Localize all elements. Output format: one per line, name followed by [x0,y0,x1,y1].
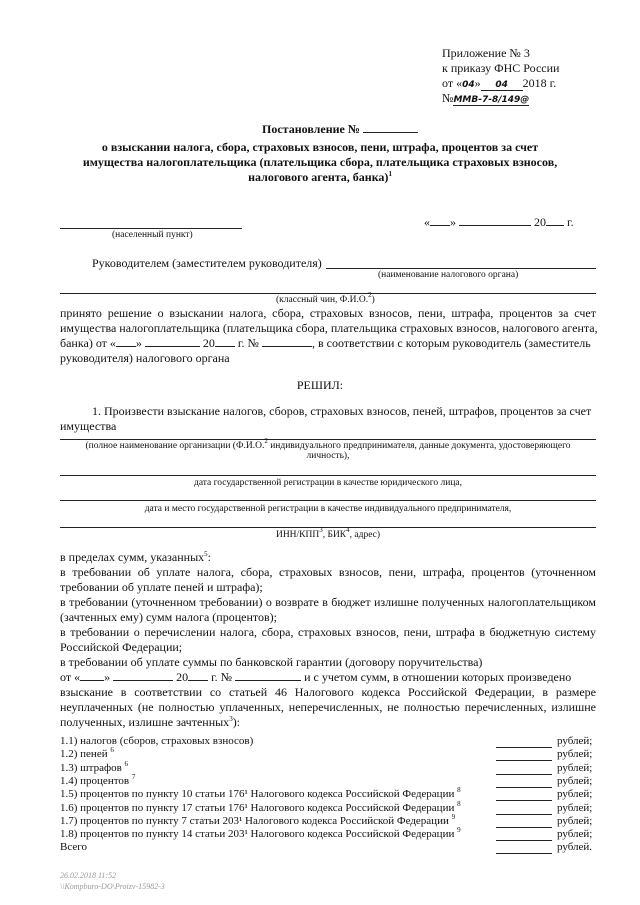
limits-line-1-text: в пределах сумм, указанных [60,550,205,564]
ip-reg-caption: дата и место государственной регистрации в качестве индивидуального предпринимателя, [144,504,512,514]
year-blank [546,225,564,226]
number-blank [235,680,301,681]
order-date-mid: » [474,76,481,90]
amount-unit: рублей. [557,841,593,854]
footnote-ref: 1 [388,170,392,178]
order-date-day: 04 [462,80,475,90]
amount-item-text: 1.3) штрафов [60,761,122,774]
amount-blank [496,747,552,748]
amount-blank [496,800,552,801]
amount-unit: рублей; [557,735,593,747]
date-close-quote: » [450,215,456,229]
amount-item-label [60,788,461,800]
order-date-year: 2018 г. [522,76,557,90]
tax-authority-blank [326,268,596,269]
amount-item-text: 1.5) процентов по пункту 10 статьи 176¹ Налогового кодекса Российской Федерации [60,788,455,801]
rank-caption [276,291,375,305]
resolved-heading: РЕШИЛ: [296,378,344,392]
amount-blank [496,814,552,815]
title-line-1: о взыскании налога, сбора, страховых взносов, пени, штрафа, процентов за счет [101,140,539,154]
limits-line-3: требовании об уплате пеней и штрафа); [60,580,263,594]
amount-blank [496,774,552,775]
year-suffix: г. [567,215,574,229]
limits-line-1-end: : [207,550,211,564]
month-blank [113,680,173,681]
order-number-value: ММВ-7-8/149@ [453,95,530,105]
amount-unit: рублей; [557,761,593,774]
amount-blank [496,840,552,841]
amount-item-text: 1.6) процентов по пункту 17 статьи 176¹ Налогового кодекса Российской Федерации [60,801,455,814]
place-blank [60,228,242,229]
date-close-quote: » [104,670,111,684]
date-open-quote: « [424,215,430,229]
amount-item-text: 1.1) налогов (сборов, страховых взносов) [60,735,254,747]
amount-item-label [60,748,114,760]
title-line-2: имущества налогоплательщика (плательщика сбора, плательщика страховых взносов, [82,155,558,169]
title-line-3-text: налогового агента, банка) [248,170,389,184]
year-prefix: 20 [534,215,546,229]
limits-line-12-end: ): [232,715,241,729]
amount-unit: рублей; [557,748,593,761]
footnote-ref: 2 [368,291,372,299]
footnote-ref: 5 [204,550,208,558]
amount-unit: рублей; [557,828,593,841]
head-label: Руководителем (заместителем руководителя) [92,256,322,270]
day-blank [430,225,450,226]
amount-item-label [60,828,461,840]
amount-unit: рублей; [557,774,593,787]
order-date-prefix: от « [442,76,463,90]
amount-item-label [60,812,456,827]
amount-item-text: 1.2) пеней [60,748,108,761]
year-blank [188,680,208,681]
limits-line-12-text: полученных, излишне зачтенных [60,715,230,729]
page-title [262,122,418,137]
tax-authority-caption: (наименование налогового органа) [378,270,519,280]
inn-caption [60,526,596,540]
legal-reg-blank [60,475,596,476]
address-caption-text: , адрес) [349,530,381,540]
amount-item-label [60,759,129,774]
limits-line-1 [60,550,211,565]
limits-line-7: Российской Федерации; [60,640,183,654]
rank-caption-text: (классный чин, Ф.И.О. [276,295,369,305]
decision-line-4: руководителя) налогового органа [60,351,230,365]
decision-line-3 [60,336,591,351]
limits-line-5: (зачтенных ему) сумм налога (процентов); [60,610,277,624]
page-title-text: Постановление № [262,122,360,136]
decision-line-2: имущества налогоплательщика (плательщика сбора, плательщика страховых взносов, налогового агента, [60,321,598,335]
limits-line-12 [60,715,240,730]
order-number [442,91,529,106]
limits-line-2: в требовании об уплате налога, сбора, страховых взносов, пени, штрафа, процентов (уточненном [60,565,596,579]
amount-item-label [60,841,87,853]
title-line-3 [0,170,640,185]
amount-item-label [60,735,253,747]
amount-item-text: 1.7) процентов по пункту 7 статьи 203¹ Налогового кодекса Российской Федерации [60,814,449,827]
footnote-ref: 8 [457,786,461,795]
limits-line-11: неуплаченных (не полностью уплаченных, неперечисленных, не полностью перечисленных, излишне [60,700,596,714]
number-prefix: г. № [211,670,233,684]
limits-line-9-text: и с учетом сумм, в отношении которых произведено [304,670,572,684]
footnote-ref: 7 [131,772,136,781]
footnote-ref: 8 [457,799,461,808]
amount-blank [496,787,552,788]
footnote-ref: 6 [110,746,114,755]
amount-unit: рублей; [557,814,593,827]
org-caption-text-2: индивидуального предпринимателя, данные документа, удостоверяющего [270,441,571,451]
amount-unit: рублей; [557,788,593,801]
decision-date-prefix: банка) от « [60,336,116,350]
amount-item-label [60,772,136,787]
ip-reg-blank [60,500,596,501]
amount-item-text: 1.4) процентов [60,774,130,787]
footnote-ref: 4 [346,526,350,534]
place-caption: (населенный пункт) [112,230,193,240]
order-label: к приказу ФНС России [442,61,560,75]
footnote-ref: 3 [319,526,323,534]
rank-blank [60,293,596,294]
decision-line-1: принято решение о взыскании налога, сбора, страховых взносов, пени, штрафа, процентов за счет [60,306,596,320]
limits-line-6: в требовании о перечислении налога, сбора, страховых взносов, пени, штрафа в бюджетную систему [60,625,596,639]
amount-blank [496,827,552,828]
year-blank [215,346,235,347]
amount-item-label [60,799,461,814]
footnote-ref: 6 [124,759,129,768]
bik-caption-text: , БИК [322,530,347,540]
day-blank [116,346,136,347]
limits-date-prefix: от « [60,670,81,684]
org-caption [60,437,596,461]
limits-line-10: взыскание в соответствии со статьей 46 Налогового кодекса Российской Федерации, в размере [60,685,596,699]
footnote-ref: 9 [457,826,461,835]
org-caption-text-3: личность), [306,451,350,461]
resolution-number-blank [363,132,418,133]
footnote-ref: 9 [451,812,456,821]
rank-caption-end: ) [371,295,375,305]
p1-line-1: 1. Произвести взыскание налогов, сборов, страховых взносов, пеней, штрафов, процентов за счет [92,404,592,418]
year-prefix: 20 [176,670,189,684]
day-blank [80,680,104,681]
order-date-month: 04 [481,80,523,91]
footnote-ref: 3 [229,715,233,723]
number-blank [262,346,312,347]
year-prefix: 20 [202,336,215,350]
decision-line-3-text: , в соответствии с которым руководитель (заместитель [311,336,591,350]
amount-item-text: Всего [60,841,87,854]
month-blank [145,346,200,347]
order-number-prefix: № [442,91,454,105]
amount-blank [496,760,552,761]
legal-reg-caption: дата государственной регистрации в качестве юридического лица, [193,478,463,488]
amount-item-text: 1.8) процентов по пункту 14 статьи 203¹ Налогового кодекса Российской Федерации [60,828,455,841]
amount-blank [496,853,552,854]
inn-blank [60,527,596,528]
order-date [442,76,556,91]
limits-line-4: в требовании (уточненном требовании) о возврате в бюджет излишне полученных налогоплательщиком [60,595,596,609]
footer-timestamp: 26.02.2018 11:52 [60,871,117,880]
month-blank [459,225,531,226]
limits-line-9 [60,670,571,685]
p1-line-2: имущества [60,419,117,433]
limits-line-8: в требовании об уплате суммы по банковской гарантии (договору поручительства) [60,655,483,669]
footer-path: \\Kompburo-DO\Proizv-15982-3 [60,882,165,891]
org-blank [60,439,596,440]
amount-unit: рублей; [557,801,593,814]
date-close-quote: » [135,336,142,350]
org-caption-text: (полное наименование организации (Ф.И.О. [85,441,265,451]
number-prefix: г. № [237,336,259,350]
place-date [424,215,574,230]
inn-caption-text: ИНН/КПП [275,530,320,540]
footnote-ref: 2 [264,437,268,445]
appendix-label: Приложение № 3 [442,46,530,60]
